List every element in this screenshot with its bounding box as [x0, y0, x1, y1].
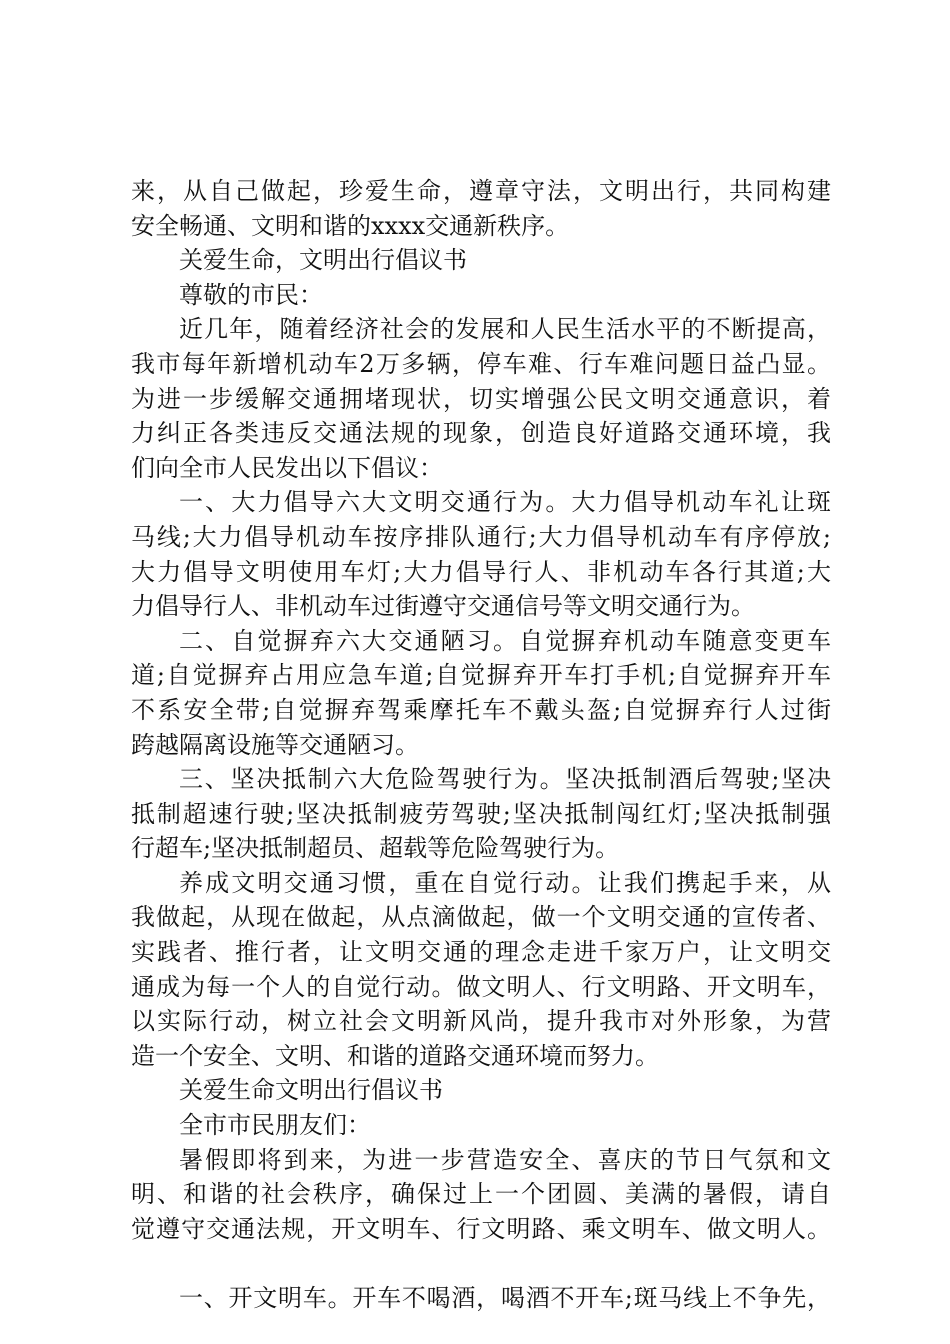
text-line: 近几年，随着经济社会的发展和人民生活水平的不断提高，: [179, 315, 831, 344]
text-line: 跨越隔离设施等交通陋习。: [131, 730, 419, 759]
text-line: 来，从自己做起，珍爱生命，遵章守法，文明出行，共同构建: [131, 177, 831, 205]
text-line: 一、开文明车。开车不喝酒，喝酒不开车;斑马线上不争先，: [179, 1284, 831, 1312]
text-line: 大力倡导文明使用车灯;大力倡导行人、非机动车各行其道;大: [131, 557, 831, 586]
text-line: 明、和谐的社会秩序，确保过上一个团圆、美满的暑假，请自: [131, 1180, 831, 1209]
text-line: 暑假即将到来，为进一步营造安全、喜庆的节日气氛和文: [179, 1145, 831, 1174]
salutation: 全市市民朋友们：: [179, 1111, 371, 1140]
text-line: 三、坚决抵制六大危险驾驶行为。坚决抵制酒后驾驶;坚决: [179, 765, 831, 794]
text-line: 道;自觉摒弃占用应急车道;自觉摒弃开车打手机;自觉摒弃开车: [131, 661, 831, 690]
text-line: 实践者、推行者，让文明交通的理念走进千家万户，让文明交: [131, 938, 831, 967]
text-line: 不系安全带;自觉摒弃驾乘摩托车不戴头盔;自觉摒弃行人过街: [131, 695, 831, 724]
text-line: 觉遵守交通法规，开文明车、行文明路、乘文明车、做文明人。: [131, 1214, 831, 1243]
letter-title: 关爱生命文明出行倡议书: [179, 1076, 443, 1105]
paragraph-gap: [131, 1246, 831, 1281]
text-line: 马线;大力倡导机动车按序排队通行;大力倡导机动车有序停放;: [131, 522, 831, 551]
text-line: 力倡导行人、非机动车过街遵守交通信号等文明交通行为。: [131, 592, 755, 621]
text-line: 通成为每一个人的自觉行动。做文明人、行文明路、开文明车，: [131, 972, 831, 1001]
text-line: 我市每年新增机动车2万多辆，停车难、行车难问题日益凸显。: [131, 349, 831, 378]
text-line: 行超车;坚决抵制超员、超载等危险驾驶行为。: [131, 834, 620, 863]
text-line: 力纠正各类违反交通法规的现象，创造良好道路交通环境，我: [131, 419, 831, 448]
text-line: 造一个安全、文明、和谐的道路交通环境而努力。: [131, 1041, 659, 1070]
text-line: 一、大力倡导六大文明交通行为。大力倡导机动车礼让斑: [179, 488, 831, 517]
letter-title: 关爱生命，文明出行倡议书: [179, 246, 467, 275]
text-line: 抵制超速行驶;坚决抵制疲劳驾驶;坚决抵制闯红灯;坚决抵制强: [131, 799, 831, 828]
text-line: 以实际行动，树立社会文明新风尚，提升我市对外形象，为营: [131, 1007, 831, 1036]
document-body: [131, 174, 831, 1316]
text-line: 我做起，从现在做起，从点滴做起，做一个文明交通的宣传者、: [131, 903, 831, 932]
text-line: 养成文明交通习惯，重在自觉行动。让我们携起手来，从: [179, 868, 831, 897]
text-line: 二、自觉摒弃六大交通陋习。自觉摒弃机动车随意变更车: [179, 626, 831, 655]
text-line: 为进一步缓解交通拥堵现状，切实增强公民文明交通意识，着: [131, 384, 831, 413]
text-line: 们向全市人民发出以下倡议：: [131, 453, 443, 482]
text-line: 安全畅通、文明和谐的xxxx交通新秩序。: [131, 211, 570, 240]
salutation: 尊敬的市民：: [179, 280, 323, 309]
